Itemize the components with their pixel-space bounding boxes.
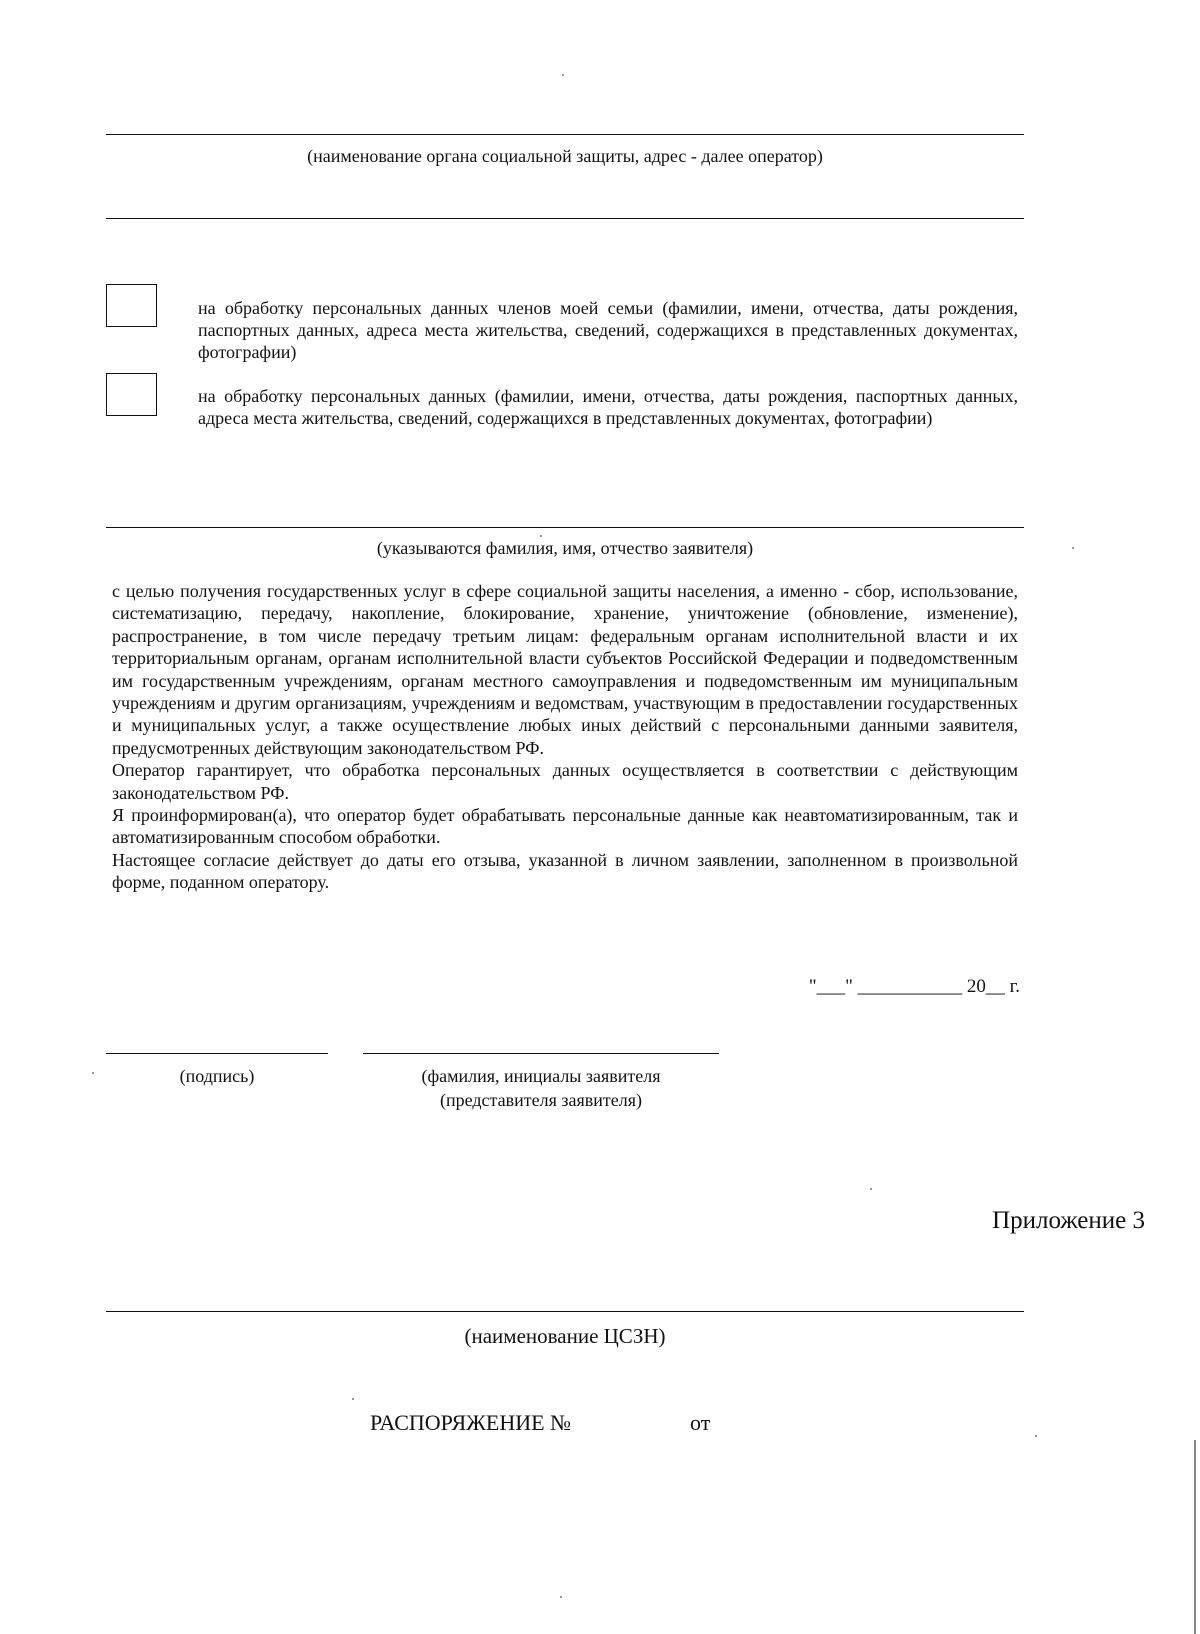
applicant-caption: (указываются фамилия, имя, отчество заявителя): [376, 538, 754, 558]
name-caption-line1: (фамилия, инициалы заявителя: [421, 1066, 661, 1086]
order-title: РАСПОРЯЖЕНИЕ №: [370, 1410, 572, 1435]
consent-body: [112, 580, 1018, 894]
order-date-label: от: [690, 1410, 711, 1435]
validity-paragraph: Настоящее согласие действует до даты его отзыва, указанной в личном заявлении, заполненном в произвольной форме, поданном оператору.: [112, 849, 1018, 893]
applicant-name-line: [106, 527, 1024, 528]
date-line: "___" ___________ 20__ г.: [808, 976, 1020, 997]
scan-speck: [870, 1188, 872, 1190]
scan-speck: [560, 1596, 562, 1598]
org-line: [106, 1311, 1024, 1312]
consent-self-checkbox[interactable]: [106, 373, 157, 416]
scan-edge-shadow: [1194, 1440, 1196, 1634]
informed-paragraph: Я проинформирован(а), что оператор будет обрабатывать персональные данные как неавтоматизированным, так и автоматизированным способом обработки.: [112, 805, 1018, 848]
guarantee-paragraph: Оператор гарантирует, что обработка персональных данных осуществляется в соответствии с действующим законодательством РФ.: [112, 760, 1018, 803]
scan-speck: [540, 535, 542, 537]
signature-caption: (подпись): [179, 1066, 255, 1086]
scan-speck: [562, 74, 564, 76]
scan-speck: [92, 1072, 94, 1074]
name-caption-line2: (представителя заявителя): [440, 1090, 642, 1110]
scan-speck: [1072, 547, 1074, 549]
consent-family-checkbox[interactable]: [106, 284, 157, 327]
org-caption: (наименование ЦСЗН): [464, 1324, 666, 1348]
operator-line: [106, 134, 1024, 135]
operator-caption: (наименование органа социальной защиты, адрес - далее оператор): [307, 146, 823, 166]
scan-speck: [352, 1398, 354, 1400]
name-line: [363, 1053, 719, 1054]
operator-second-line: [106, 218, 1024, 219]
appendix-title: Приложение 3: [992, 1207, 1145, 1234]
consent-family-text: на обработку персональных данных членов моей семьи (фамилии, имени, отчества, даты рождения, паспортных данных, адреса места жительства, сведений, содержащихся в представленных документах, фотографии): [198, 298, 1018, 362]
purpose-paragraph: с целью получения государственных услуг в сфере социальной защиты населения, а именно - сбор, использование, систематизацию, передачу, накопление, блокирование, хранение, уничтожение (обновление, изменение), распространение, в том числе передачу третьим лицам: федеральным органам исполнительной власти и их территориальным органам, органам исполнительной власти субъектов Российской Федерации и подведомственным им государственным учреждениям, органам местного самоуправления и подведомственным им муниципальным учреждениям и другим организациям, учреждениям и ведомствам, участвующим в предоставлении государственных и муниципальных услуг, а также осуществление любых иных действий с персональными данными заявителя, предусмотренных действующим законодательством РФ.: [112, 581, 1018, 758]
consent-self-text: на обработку персональных данных (фамилии, имени, отчества, даты рождения, паспортных данных, адреса места жительства, сведений, содержащихся в представленных документах, фотографии): [198, 386, 1018, 428]
scan-speck: [1035, 1435, 1037, 1437]
signature-line: [106, 1053, 328, 1054]
